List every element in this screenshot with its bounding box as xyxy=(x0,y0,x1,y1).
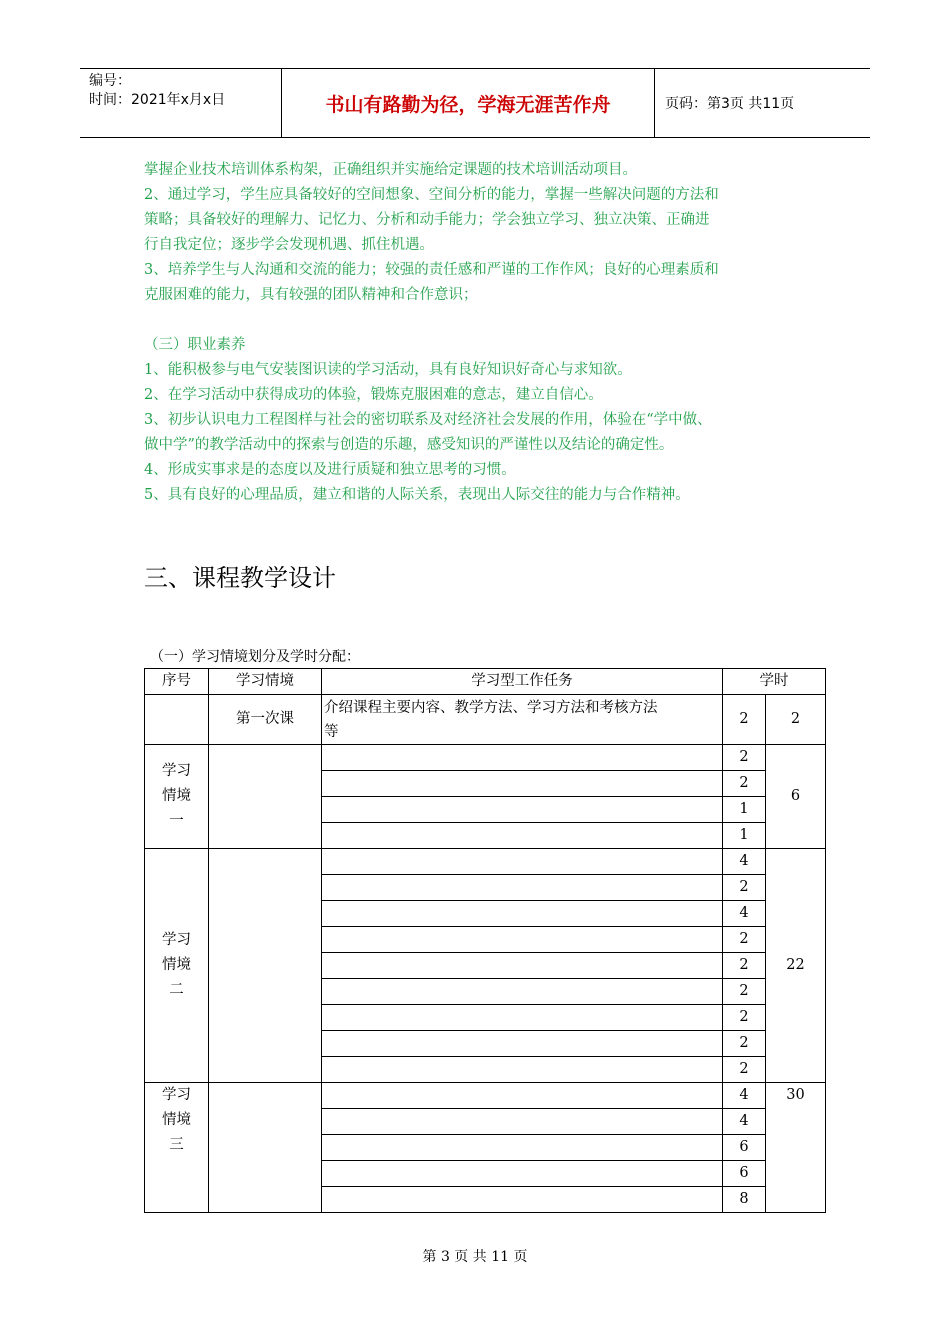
task-cell xyxy=(322,797,723,823)
objective-line: 策略；具备较好的理解力、记忆力、分析和动手能力；学会独立学习、独立决策、正确进 xyxy=(144,212,710,228)
context-name-line: 情境 xyxy=(162,788,191,804)
literacy-line: 做中学”的教学活动中的探索与创造的乐趣，感受知识的严谨性以及结论的确定性。 xyxy=(144,437,674,453)
hours-cell: 2 xyxy=(723,979,766,1005)
hours-cell: 2 xyxy=(723,953,766,979)
task-cell xyxy=(322,1005,723,1031)
objective-line: 3、培养学生与人沟通和交流的能力；较强的责任感和严谨的工作作风；良好的心理素质和 xyxy=(144,262,719,278)
hours-cell: 2 xyxy=(723,771,766,797)
header-cell-task: 学习型工作任务 xyxy=(322,669,723,695)
first-lesson-cell: 第一次课 xyxy=(209,695,322,745)
hours-cell: 6 xyxy=(723,1135,766,1161)
context-name-line: 学习 xyxy=(162,932,191,948)
literacy-line: 5、具有良好的心理品质，建立和谐的人际关系，表现出人际交往的能力与合作精神。 xyxy=(144,487,690,503)
hours-cell: 1 xyxy=(723,797,766,823)
hours-cell: 2 xyxy=(723,1057,766,1083)
total-hours-cell: 2 xyxy=(766,695,826,745)
hours-cell: 4 xyxy=(723,1109,766,1135)
total-hours-cell: 22 xyxy=(766,849,826,1083)
task-cell xyxy=(322,1161,723,1187)
hours-cell: 6 xyxy=(723,1161,766,1187)
page-footer: 第 3 页 共 11 页 xyxy=(422,1249,528,1265)
table-row xyxy=(145,695,826,745)
table-header-row xyxy=(145,669,826,695)
header-cell-context: 学习情境 xyxy=(209,669,322,695)
task-cell xyxy=(322,1083,723,1109)
hours-cell: 2 xyxy=(723,745,766,771)
context-name-line: 学习 xyxy=(162,763,191,779)
task-cell xyxy=(322,1135,723,1161)
context-group-cell xyxy=(145,1083,209,1213)
hours-cell: 2 xyxy=(723,875,766,901)
context-name-line: 情境 xyxy=(162,1112,191,1128)
hours-cell: 4 xyxy=(723,1083,766,1109)
table-caption: （一）学习情境划分及学时分配： xyxy=(150,649,360,665)
document-time-label: 时间：2021年x月x日 xyxy=(89,92,226,108)
literacy-line: 2、在学习活动中获得成功的体验，锻炼克服困难的意志，建立自信心。 xyxy=(144,387,603,403)
literacy-line: 4、形成实事求是的态度以及进行质疑和独立思考的习惯。 xyxy=(144,462,516,478)
hours-cell: 4 xyxy=(723,901,766,927)
task-cell xyxy=(322,979,723,1005)
section-title: 三、课程教学设计 xyxy=(144,564,336,592)
task-cell xyxy=(322,1031,723,1057)
first-lesson-task-cell xyxy=(322,695,723,745)
header-meta xyxy=(80,69,282,137)
context-name-line: 二 xyxy=(169,982,184,998)
hours-cell: 8 xyxy=(723,1187,766,1213)
task-cell xyxy=(322,745,723,771)
context-name-line: 一 xyxy=(169,813,184,829)
document-number-label: 编号： xyxy=(89,73,131,89)
table-row xyxy=(145,745,826,771)
task-text-line: 等 xyxy=(324,723,339,740)
task-cell xyxy=(322,901,723,927)
table-cell xyxy=(145,695,209,745)
context-name-line: 情境 xyxy=(162,957,191,973)
hours-allocation-table xyxy=(144,668,826,1213)
hours-cell: 2 xyxy=(723,1031,766,1057)
header-cell-number: 序号 xyxy=(145,669,209,695)
header-page-label: 页码：第3页 共11页 xyxy=(665,96,795,112)
context-name-line: 学习 xyxy=(162,1087,191,1103)
page-header xyxy=(80,68,870,138)
task-cell xyxy=(322,849,723,875)
hours-cell: 4 xyxy=(723,849,766,875)
task-cell xyxy=(322,875,723,901)
task-cell xyxy=(322,953,723,979)
hours-cell: 2 xyxy=(723,695,766,745)
literacy-line: 3、初步认识电力工程图样与社会的密切联系及对经济社会发展的作用，体验在“学中做、 xyxy=(144,412,712,428)
table-row xyxy=(145,1083,826,1109)
total-hours-cell: 6 xyxy=(766,745,826,849)
hours-cell: 1 xyxy=(723,823,766,849)
context-detail-cell xyxy=(209,1083,322,1213)
objective-line: 克服困难的能力，具有较强的团队精神和合作意识； xyxy=(144,287,478,303)
context-detail-cell xyxy=(209,745,322,849)
task-cell xyxy=(322,771,723,797)
task-cell xyxy=(322,927,723,953)
context-name-line: 三 xyxy=(169,1137,184,1153)
total-hours-cell: 30 xyxy=(766,1083,826,1213)
task-cell xyxy=(322,1057,723,1083)
objectives-block xyxy=(144,158,824,308)
task-text-line: 介绍课程主要内容、教学方法、学习方法和考核方法 xyxy=(324,699,658,716)
objective-line: 行自我定位；逐步学会发现机遇、抓住机遇。 xyxy=(144,237,434,253)
objective-line: 2、通过学习，学生应具备较好的空间想象、空间分析的能力，掌握一些解决问题的方法和 xyxy=(144,187,719,203)
context-group-cell xyxy=(145,849,209,1083)
task-cell xyxy=(322,1187,723,1213)
task-cell xyxy=(322,1109,723,1135)
hours-cell: 2 xyxy=(723,927,766,953)
literacy-block xyxy=(144,333,824,508)
objective-line: 掌握企业技术培训体系构架，正确组织并实施给定课题的技术培训活动项目。 xyxy=(144,162,637,178)
context-group-cell xyxy=(145,745,209,849)
table-row xyxy=(145,849,826,875)
literacy-line: 1、能积极参与电气安装图识读的学习活动，具有良好知识好奇心与求知欲。 xyxy=(144,362,632,378)
literacy-heading: （三）职业素养 xyxy=(144,337,246,353)
header-cell-hours: 学时 xyxy=(723,669,826,695)
task-cell xyxy=(322,823,723,849)
hours-cell: 2 xyxy=(723,1005,766,1031)
header-motto: 书山有路勤为径，学海无涯苦作舟 xyxy=(282,69,655,137)
context-detail-cell xyxy=(209,849,322,1083)
